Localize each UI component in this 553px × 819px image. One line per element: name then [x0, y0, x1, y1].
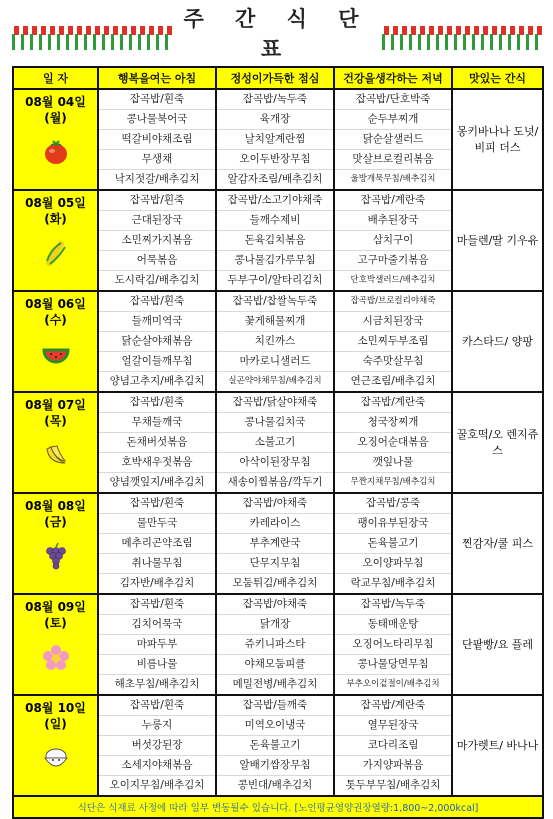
lunch-item: 알감자조림/배추김치	[227, 173, 323, 185]
breakfast-item: 얼갈이들깨무침	[99, 352, 215, 372]
breakfast-item: 잡곡밥/흰죽	[99, 292, 215, 312]
day-of-week: (토)	[44, 616, 67, 630]
lunch-cell	[216, 392, 334, 493]
lunch-cell	[216, 89, 334, 190]
dinner-item: 오이양파무침	[335, 554, 451, 574]
dinner-item: 잡곡밥/녹두죽	[335, 595, 451, 615]
snack-cell: 카스타드/ 양팡	[452, 291, 543, 392]
dinner-item: 삼치구이	[335, 231, 451, 251]
dinner-item: 잡곡밥/브로컬리야채죽	[335, 292, 451, 312]
lunch-item: 알배기쌈장무침	[217, 756, 333, 776]
breakfast-cell	[98, 190, 216, 291]
lunch-item: 치킨까스	[217, 332, 333, 352]
dinner-item: 부추오이겉절이/배추김치	[346, 679, 440, 689]
breakfast-item: 김치어묵국	[99, 615, 215, 635]
snack-cell: 마가렛트/ 바나나	[452, 695, 543, 796]
breakfast-item: 어묵볶음	[99, 251, 215, 271]
dinner-cell	[334, 695, 452, 796]
watermelon-icon	[41, 340, 71, 368]
lunch-item: 모둠튀김/배추김치	[232, 577, 318, 589]
header-date: 일 자	[13, 67, 98, 89]
lunch-item: 잡곡밥/들깨죽	[217, 696, 333, 716]
lunch-item: 콩나물김가루무침	[217, 251, 333, 271]
day-cell	[13, 493, 98, 594]
lunch-item: 실곤약야채무침/배추김치	[228, 376, 322, 386]
day-date: 08월 05일	[25, 196, 86, 210]
day-date: 08월 04일	[25, 95, 86, 109]
lunch-item: 미역오이냉국	[217, 716, 333, 736]
day-date: 08월 09일	[25, 600, 86, 614]
lunch-cell	[216, 190, 334, 291]
breakfast-item: 잡곡밥/흰죽	[99, 696, 215, 716]
breakfast-item: 무생채	[99, 150, 215, 170]
breakfast-cell	[98, 493, 216, 594]
lunch-item: 콩빈대/배추김치	[237, 779, 313, 791]
breakfast-cell	[98, 89, 216, 190]
dinner-cell	[334, 89, 452, 190]
day-row	[13, 89, 543, 190]
lunch-item: 두부구이/알타리김치	[227, 274, 323, 286]
breakfast-item: 양념깻잎지/배추김치	[109, 476, 205, 488]
lunch-item: 날치알계란찜	[217, 130, 333, 150]
dinner-item: 순두부찌개	[335, 110, 451, 130]
dinner-cell	[334, 392, 452, 493]
day-cell	[13, 594, 98, 695]
dinner-item: 가지양파볶음	[335, 756, 451, 776]
dinner-item: 코다리조림	[335, 736, 451, 756]
lunch-item: 쥬키니파스타	[217, 635, 333, 655]
day-row	[13, 493, 543, 594]
breakfast-item: 취나물무침	[99, 554, 215, 574]
title-decoration-right	[382, 26, 542, 50]
breakfast-item: 물만두국	[99, 514, 215, 534]
dinner-cell	[334, 190, 452, 291]
lunch-item: 들깨수제비	[217, 211, 333, 231]
dinner-item: 깻잎나물	[335, 453, 451, 473]
lunch-item: 닭개장	[217, 615, 333, 635]
banana-icon	[41, 441, 71, 469]
dinner-item: 돈육불고기	[335, 534, 451, 554]
dinner-cell	[334, 291, 452, 392]
dinner-item: 잡곡밥/콩죽	[335, 494, 451, 514]
day-of-week: (화)	[44, 212, 67, 226]
dinner-item: 오징어순대볶음	[335, 433, 451, 453]
breakfast-item: 근대된장국	[99, 211, 215, 231]
day-row	[13, 695, 543, 796]
dinner-item: 무짠지채무침/배추김치	[350, 477, 436, 487]
breakfast-item: 누룽지	[99, 716, 215, 736]
dinner-item: 청국장찌개	[335, 413, 451, 433]
lunch-cell	[216, 291, 334, 392]
lunch-item: 부추계란국	[217, 534, 333, 554]
title-bar	[12, 7, 542, 61]
dinner-item: 잡곡밥/계란죽	[335, 696, 451, 716]
breakfast-item: 잡곡밥/흰죽	[99, 90, 215, 110]
lunch-item: 단무지무침	[217, 554, 333, 574]
weekly-menu-table	[12, 66, 544, 819]
breakfast-item: 무채들깨국	[99, 413, 215, 433]
breakfast-item: 도시락김/배추김치	[114, 274, 200, 286]
breakfast-item: 잡곡밥/흰죽	[99, 393, 215, 413]
breakfast-item: 돈채버섯볶음	[99, 433, 215, 453]
dinner-item: 소민찌두부조림	[335, 332, 451, 352]
day-of-week: (금)	[44, 515, 67, 529]
lunch-item: 잡곡밥/소고기야채죽	[217, 191, 333, 211]
day-of-week: (수)	[44, 313, 67, 327]
breakfast-item: 낙지젓갈/배추김치	[114, 173, 200, 185]
day-of-week: (일)	[44, 717, 67, 731]
dinner-item: 잡곡밥/계란죽	[335, 393, 451, 413]
breakfast-cell	[98, 695, 216, 796]
lunch-item: 야채모둠피클	[217, 655, 333, 675]
dinner-item: 닭순살샐러드	[335, 130, 451, 150]
lunch-item: 잡곡밥/야채죽	[217, 595, 333, 615]
lunch-item: 소불고기	[217, 433, 333, 453]
day-cell	[13, 392, 98, 493]
lunch-item: 돈육김치볶음	[217, 231, 333, 251]
breakfast-item: 소민찌가지볶음	[99, 231, 215, 251]
flower-icon	[41, 643, 71, 671]
breakfast-item: 콩나물북어국	[99, 110, 215, 130]
breakfast-item: 호박새우젓볶음	[99, 453, 215, 473]
breakfast-item: 해초무침/배추김치	[114, 678, 200, 690]
dinner-item: 잡곡밥/계란죽	[335, 191, 451, 211]
lunch-item: 잡곡밥/찹쌀녹두죽	[217, 292, 333, 312]
grapes-icon	[41, 542, 71, 570]
day-cell	[13, 695, 98, 796]
day-cell	[13, 291, 98, 392]
corn-icon	[41, 239, 71, 267]
lunch-item: 잡곡밥/야채죽	[217, 494, 333, 514]
dinner-item: 울방개묵무침/배추김치	[350, 174, 436, 184]
dinner-item: 고구마줄기볶음	[335, 251, 451, 271]
lunch-cell	[216, 594, 334, 695]
lunch-cell	[216, 695, 334, 796]
footer-note: 식단은 식재료 사정에 따라 일부 변동될수 있습니다. [노인평균영양권장열량:1,800~2,000kcal]	[13, 796, 543, 818]
lunch-item: 잡곡밥/닭살야채죽	[217, 393, 333, 413]
dinner-item: 동태매운탕	[335, 615, 451, 635]
breakfast-item: 버섯강된장	[99, 736, 215, 756]
breakfast-item: 마파두부	[99, 635, 215, 655]
dinner-item: 오징어노타리무침	[335, 635, 451, 655]
breakfast-item: 들깨미역국	[99, 312, 215, 332]
breakfast-item: 잡곡밥/흰죽	[99, 595, 215, 615]
breakfast-item: 잡곡밥/흰죽	[99, 494, 215, 514]
day-date: 08월 08일	[25, 499, 86, 513]
dinner-cell	[334, 594, 452, 695]
breakfast-cell	[98, 291, 216, 392]
snack-cell: 마들렌/딸 기우유	[452, 190, 543, 291]
dinner-item: 단호박샐러드/배추김치	[350, 275, 436, 285]
lunch-item: 잡곡밥/녹두죽	[217, 90, 333, 110]
dinner-item: 맛살브로컬리볶음	[335, 150, 451, 170]
lunch-item: 카레라이스	[217, 514, 333, 534]
dinner-item: 콩나물당면무침	[335, 655, 451, 675]
breakfast-item: 오이지무침/배추김치	[109, 779, 205, 791]
title-decoration-left	[12, 26, 172, 50]
day-of-week: (월)	[44, 111, 67, 125]
breakfast-item: 소세지야채볶음	[99, 756, 215, 776]
breakfast-item: 메추리곤약조림	[99, 534, 215, 554]
breakfast-item: 비름나물	[99, 655, 215, 675]
lunch-item: 돈육불고기	[217, 736, 333, 756]
day-date: 08월 10일	[25, 701, 86, 715]
snack-cell: 찐감자/쿨 피스	[452, 493, 543, 594]
header-dinner: 건강을생각하는 저녁	[334, 67, 452, 89]
header-lunch: 정성이가득한 점심	[216, 67, 334, 89]
breakfast-item: 떡갈비야채조림	[99, 130, 215, 150]
lunch-item: 새송이찜볶음/깍두기	[227, 476, 323, 488]
snack-cell: 꿀호떡/오 렌지쥬스	[452, 392, 543, 493]
day-row	[13, 594, 543, 695]
day-cell	[13, 89, 98, 190]
header-snack: 맛있는 간식	[452, 67, 543, 89]
lunch-item: 오이두반장무침	[217, 150, 333, 170]
breakfast-item: 김자반/배추김치	[119, 577, 195, 589]
dinner-item: 락교무침/배추김치	[350, 577, 436, 589]
day-date: 08월 06일	[25, 297, 86, 311]
day-row	[13, 190, 543, 291]
lunch-item: 육개장	[217, 110, 333, 130]
dinner-item: 잡곡밥/단호박죽	[335, 90, 451, 110]
page-title: 주 간 식 단 표	[183, 7, 371, 61]
dinner-cell	[334, 493, 452, 594]
breakfast-cell	[98, 392, 216, 493]
lunch-item: 꽃게해물찌개	[217, 312, 333, 332]
header-breakfast: 행복을여는 아침	[98, 67, 216, 89]
day-of-week: (목)	[44, 414, 67, 428]
breakfast-cell	[98, 594, 216, 695]
lunch-item: 메밀전병/배추김치	[232, 678, 318, 690]
breakfast-item: 잡곡밥/흰죽	[99, 191, 215, 211]
snack-cell: 단팥빵/요 플레	[452, 594, 543, 695]
day-cell	[13, 190, 98, 291]
dinner-item: 열무된장국	[335, 716, 451, 736]
header-row	[13, 67, 543, 89]
lunch-item: 아삭이된장무침	[217, 453, 333, 473]
day-row	[13, 291, 543, 392]
snack-cell: 몽키바나나 도넛/비피 더스	[452, 89, 543, 190]
dinner-item: 배추된장국	[335, 211, 451, 231]
dinner-item: 숙주맛살무침	[335, 352, 451, 372]
day-row	[13, 392, 543, 493]
lunch-item: 콩나물김치국	[217, 413, 333, 433]
day-date: 08월 07일	[25, 398, 86, 412]
rice-bowl-icon	[41, 744, 71, 772]
lunch-cell	[216, 493, 334, 594]
dinner-item: 시금치된장국	[335, 312, 451, 332]
dinner-item: 톳두부무침/배추김치	[345, 779, 441, 791]
breakfast-item: 닭순살야채볶음	[99, 332, 215, 352]
dinner-item: 팽이유부된장국	[335, 514, 451, 534]
breakfast-item: 양념고추지/배추김치	[109, 375, 205, 387]
tomato-icon	[41, 138, 71, 166]
lunch-item: 마카로니샐러드	[217, 352, 333, 372]
dinner-item: 연근조림/배추김치	[350, 375, 436, 387]
